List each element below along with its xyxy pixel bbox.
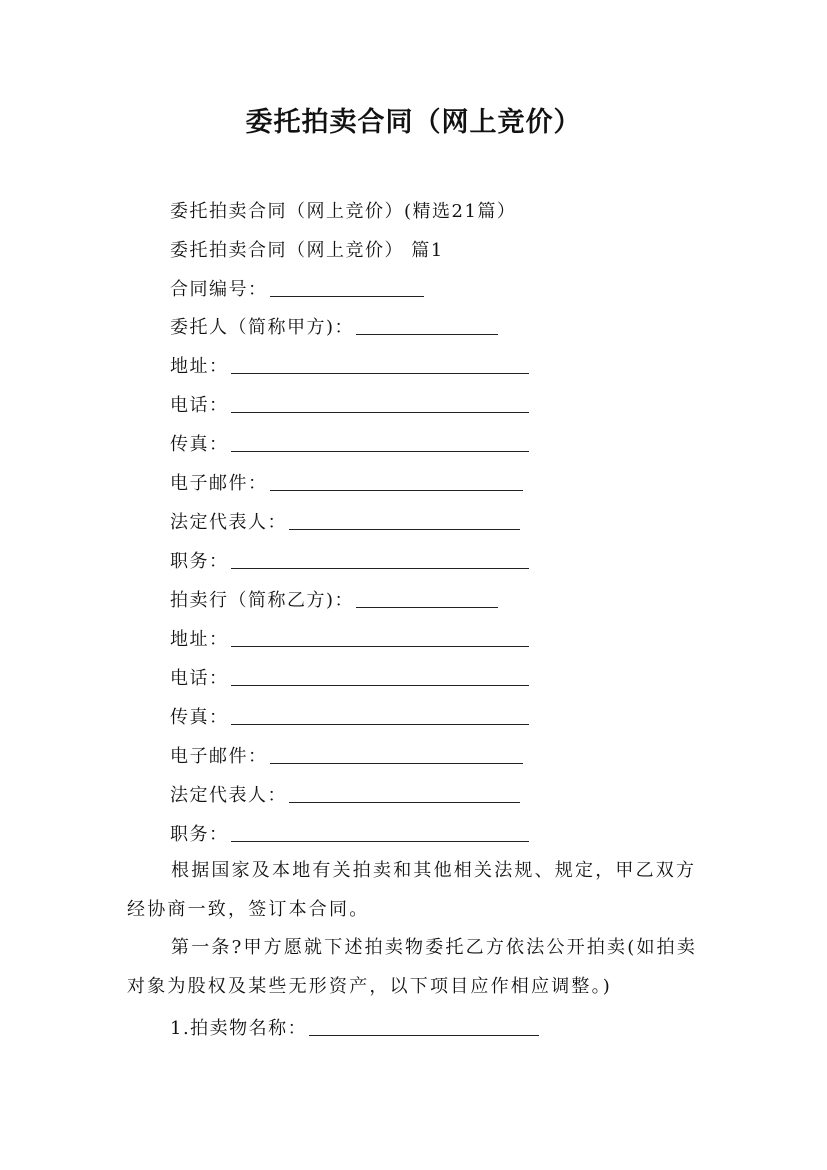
party-a-position-label: 职务： xyxy=(170,551,229,572)
party-b-legal-rep-line xyxy=(170,781,520,811)
party-b-address-line xyxy=(170,625,529,655)
party-a-email-blank xyxy=(270,472,523,491)
party-a-address-blank xyxy=(231,355,529,374)
party-a-fax-blank xyxy=(231,433,529,452)
party-b-fax-line xyxy=(170,703,529,733)
party-a-address-label: 地址： xyxy=(170,356,229,377)
party-b-blank xyxy=(356,589,498,608)
party-a-legal-rep-blank xyxy=(289,511,520,530)
document-subtitle: 委托拍卖合同（网上竞价）(精选21篇） xyxy=(170,201,517,222)
party-b-address-blank xyxy=(231,628,529,647)
party-a-label: 委托人（简称甲方)： xyxy=(170,317,355,338)
section-heading: 委托拍卖合同（网上竞价） 篇1 xyxy=(170,240,444,261)
item-1-label: 1.拍卖物名称： xyxy=(170,1018,308,1039)
contract-number-line xyxy=(170,275,424,305)
party-b-email-label: 电子邮件： xyxy=(170,746,268,767)
party-a-legal-rep-label: 法定代表人： xyxy=(170,512,287,533)
party-b-email-line xyxy=(170,742,523,772)
party-b-position-label: 职务： xyxy=(170,824,229,845)
document-title: 委托拍卖合同（网上竞价） xyxy=(245,107,582,138)
party-b-label: 拍卖行（简称乙方)： xyxy=(170,590,355,611)
party-a-position-line xyxy=(170,547,529,577)
party-b-fax-label: 传真： xyxy=(170,707,229,728)
party-a-phone-blank xyxy=(231,394,529,413)
party-a-address-line xyxy=(170,352,529,382)
paragraph-article-1: 第一条?甲方愿就下述拍卖物委托乙方依法公开拍卖(如拍卖对象为股权及某些无形资产，以下项目应作相应调整。) xyxy=(127,937,698,997)
party-a-email-line xyxy=(170,469,523,499)
party-a-legal-rep-line xyxy=(170,508,520,538)
party-a-line xyxy=(170,313,498,343)
paragraph-basis: 根据国家及本地有关拍卖和其他相关法规、规定，甲乙双方经协商一致，签订本合同。 xyxy=(127,860,697,920)
party-b-line xyxy=(170,586,498,616)
party-b-email-blank xyxy=(270,745,523,764)
contract-number-blank xyxy=(270,278,424,297)
party-b-position-line xyxy=(170,820,529,850)
party-a-phone-line xyxy=(170,391,529,421)
party-b-legal-rep-label: 法定代表人： xyxy=(170,785,287,806)
item-1-line xyxy=(170,1014,539,1044)
party-b-position-blank xyxy=(231,823,529,842)
party-a-email-label: 电子邮件： xyxy=(170,473,268,494)
party-b-fax-blank xyxy=(231,706,529,725)
contract-number-label: 合同编号： xyxy=(170,279,268,300)
party-a-fax-line xyxy=(170,430,529,460)
party-b-phone-line xyxy=(170,664,529,694)
party-b-legal-rep-blank xyxy=(289,784,520,803)
party-b-address-label: 地址： xyxy=(170,629,229,650)
party-b-phone-label: 电话： xyxy=(170,668,229,689)
party-a-blank xyxy=(356,316,498,335)
item-1-blank xyxy=(309,1017,539,1036)
party-a-position-blank xyxy=(231,550,529,569)
party-a-fax-label: 传真： xyxy=(170,434,229,455)
party-a-phone-label: 电话： xyxy=(170,395,229,416)
party-b-phone-blank xyxy=(231,667,529,686)
